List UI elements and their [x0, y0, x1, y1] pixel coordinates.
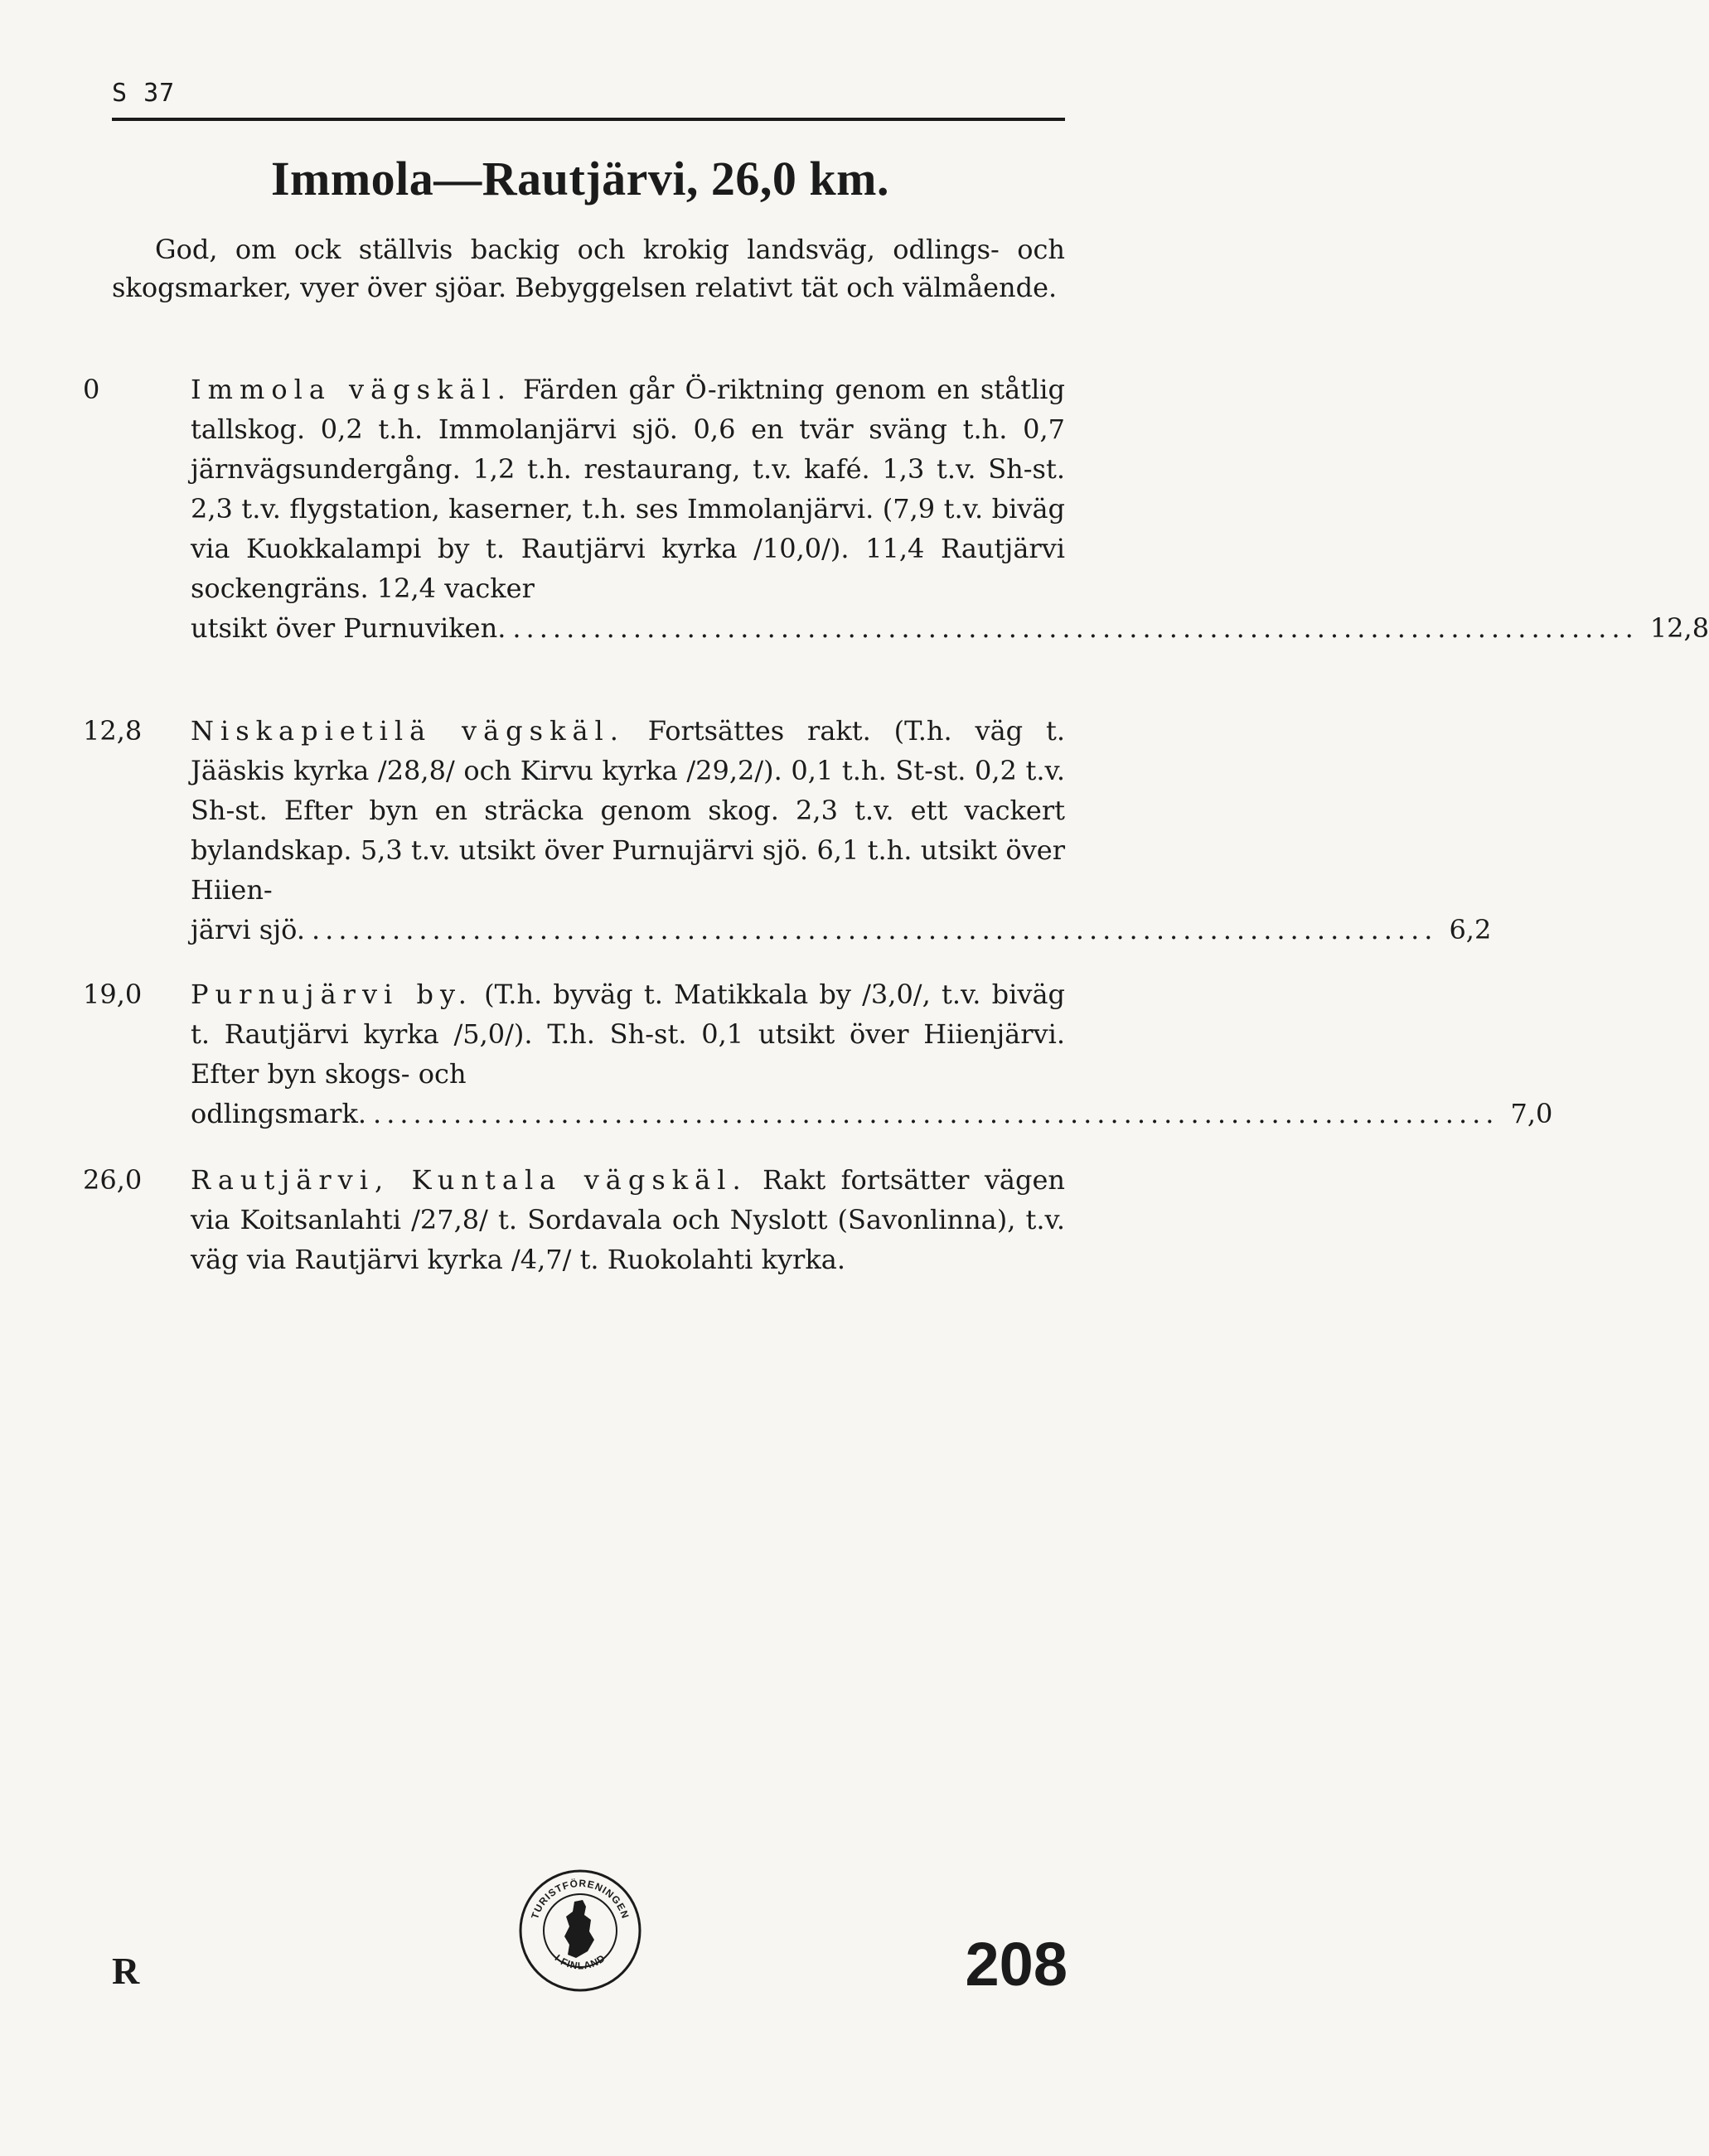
- route-entry-rautjarvi: [83, 1160, 1065, 1326]
- route-intro: God, om ock ställvis backig och krokig landsväg, odlings- och skogsmarker, vyer över sjöar. Bebyggelsen relativt tät och välmående.: [112, 234, 1065, 303]
- leader-dots: ....................................................................................: [512, 612, 1639, 644]
- emblem-top-text: TURISTFÖRENINGEN: [529, 1877, 632, 1921]
- entry-body: [191, 370, 1709, 648]
- emblem-bottom-text: I FINLAND: [552, 1951, 608, 1972]
- entry-text: Färden går Ö-riktning genom en ståtlig tallskog. 0,2 t.h. Immolanjärvi sjö. 0,6 en tvär sväng t.h. 0,7 järnvägsundergång. 1,2 t.h. restaurang, t.v. kafé. 1,3 t.v. Sh-st. 2,3 t.v. flygstation, kaserner, t.h. ses Immolanjärvi. (7,9 t.v. biväg via Kuokkalampi by t. Rautjärvi kyrka /10,0/). 11,4 Rautjärvi sockengräns. 12,4 vacker: [191, 374, 1066, 604]
- entry-last-text: järvi sjö.: [191, 914, 305, 945]
- entry-km: 12,8: [83, 715, 143, 747]
- entry-body: [191, 974, 1553, 1134]
- leader-dots: ....................................................................................: [373, 1098, 1499, 1129]
- section-code: S 37: [112, 79, 176, 108]
- finland-map-icon: [564, 1900, 594, 1958]
- entry-body: [191, 711, 1492, 950]
- route-entry-niskapietila: [83, 711, 1492, 951]
- entry-place: Immola vägskäl.: [191, 374, 512, 405]
- entry-distance: 7,0: [1510, 1098, 1553, 1129]
- entry-last-line: [191, 910, 1492, 950]
- tourist-association-emblem: [518, 1868, 642, 1993]
- entry-place: Niskapietilä vägskäl.: [191, 715, 625, 747]
- leader-dots: ....................................................................................: [312, 914, 1438, 945]
- entry-km: 19,0: [83, 979, 143, 1010]
- entry-text: (T.h. byväg t. Matikkala by /3,0/, t.v. biväg t. Rautjärvi kyrka /5,0/). T.h. Sh-st. 0,1 utsikt över Hiienjärvi. Efter byn skogs- och: [191, 979, 1066, 1090]
- entry-text: Rakt fortsätter vägen via Koitsanlahti /27,8/ t. Sordavala och Nyslott (Savonlinna), t.v. väg via Rautjärvi kyrka /4,7/ t. Ruokolahti kyrka.: [191, 1164, 1066, 1275]
- entry-place: Purnujärvi by.: [191, 979, 473, 1010]
- entry-distance: 12,8: [1649, 612, 1709, 644]
- entry-last-text: utsikt över Purnuviken.: [191, 612, 506, 644]
- entry-place: Rautjärvi, Kuntala vägskäl.: [191, 1164, 748, 1196]
- entry-distance: 6,2: [1449, 914, 1492, 945]
- entry-last-line: [191, 608, 1709, 648]
- entry-text: Fortsättes rakt. (T.h. väg t. Jääskis kyrka /28,8/ och Kirvu kyrka /29,2/). 0,1 t.h. St-st. 0,2 t.v. Sh-st. Efter byn en sträcka genom skog. 2,3 t.v. ett vackert bylandskap. 5,3 t.v. utsikt över Purnujärvi sjö. 6,1 t.h. utsikt över Hiien-: [191, 715, 1065, 906]
- footer-letter: R: [112, 1950, 140, 1992]
- page-number: 208: [965, 1930, 1068, 1999]
- entry-km: 0: [83, 374, 100, 405]
- route-title: Immola—Rautjärvi, 26,0 km.: [270, 152, 889, 205]
- route-entry-purnujarvi: [83, 974, 1553, 1140]
- entry-last-text: odlingsmark.: [191, 1098, 367, 1129]
- header-rule: [112, 118, 1065, 121]
- entry-body: [191, 1160, 1065, 1279]
- route-entry-immola: [83, 370, 1709, 676]
- entry-km: 26,0: [83, 1164, 143, 1196]
- entry-last-line: [191, 1094, 1553, 1134]
